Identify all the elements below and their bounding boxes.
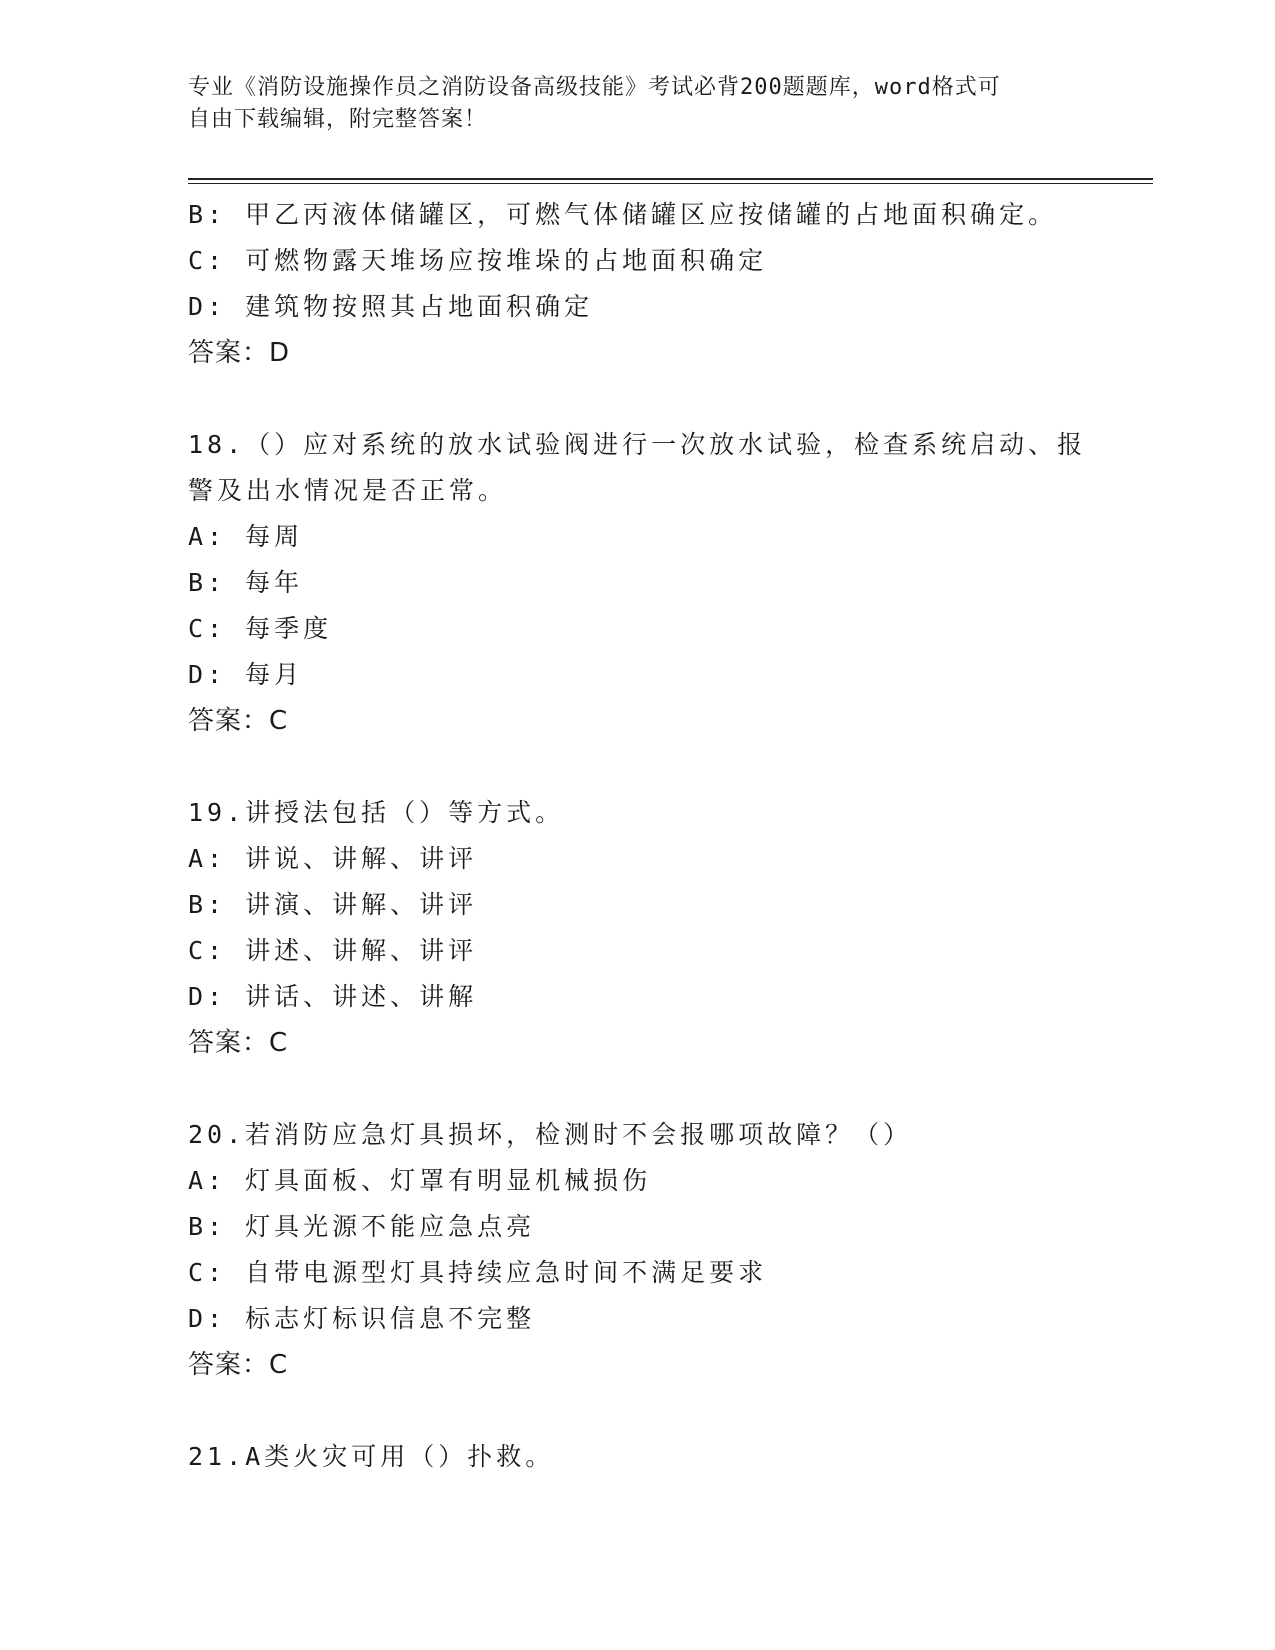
- option-c: C: 每季度: [188, 614, 333, 643]
- option-a: A: 讲说、讲解、讲评: [188, 844, 478, 873]
- option-b: B: 讲演、讲解、讲评: [188, 890, 478, 919]
- answer-label: 答案：C: [188, 1350, 289, 1380]
- question-20: [188, 1112, 1088, 1388]
- header-divider-thick: [188, 178, 1153, 180]
- question-text: 20.若消防应急灯具损坏，检测时不会报哪项故障？（）: [188, 1120, 913, 1149]
- question-text: 19.讲授法包括（）等方式。: [188, 798, 565, 827]
- question-text: 21.A类火灾可用（）扑救。: [188, 1442, 555, 1471]
- header-divider-thin: [188, 183, 1153, 184]
- header-line-2: 自由下载编辑，附完整答案！: [188, 107, 488, 132]
- spacer: [188, 1388, 1088, 1434]
- option-c: C: 自带电源型灯具持续应急时间不满足要求: [188, 1258, 768, 1287]
- question-text: 18.（）应对系统的放水试验阀进行一次放水试验，检查系统启动、报: [188, 430, 1087, 459]
- question-17-continued: [188, 192, 1088, 376]
- option-b: B: 甲乙丙液体储罐区，可燃气体储罐区应按储罐的占地面积确定。: [188, 200, 1058, 229]
- option-d: D: 标志灯标识信息不完整: [188, 1304, 536, 1333]
- option-c: C: 可燃物露天堆场应按堆垛的占地面积确定: [188, 246, 768, 275]
- option-c: C: 讲述、讲解、讲评: [188, 936, 478, 965]
- question-19: [188, 790, 1088, 1066]
- header-line-1: 专业《消防设施操作员之消防设备高级技能》考试必背200题题库，word格式可: [188, 75, 1001, 100]
- option-a: A: 灯具面板、灯罩有明显机械损伤: [188, 1166, 652, 1195]
- option-a: A: 每周: [188, 522, 304, 551]
- answer-label: 答案：C: [188, 1028, 289, 1058]
- option-b: B: 灯具光源不能应急点亮: [188, 1212, 536, 1241]
- answer-label: 答案：C: [188, 706, 289, 736]
- question-list: [188, 192, 1088, 1480]
- option-b: B: 每年: [188, 568, 304, 597]
- document-header: [188, 72, 1088, 136]
- question-text-continued: 警及出水情况是否正常。: [188, 476, 508, 505]
- option-d: D: 每月: [188, 660, 304, 689]
- spacer: [188, 1066, 1088, 1112]
- option-d: D: 讲话、讲述、讲解: [188, 982, 478, 1011]
- option-d: D: 建筑物按照其占地面积确定: [188, 292, 594, 321]
- spacer: [188, 376, 1088, 422]
- answer-label: 答案：D: [188, 338, 291, 368]
- spacer: [188, 744, 1088, 790]
- question-18: [188, 422, 1088, 744]
- question-21: [188, 1434, 1088, 1480]
